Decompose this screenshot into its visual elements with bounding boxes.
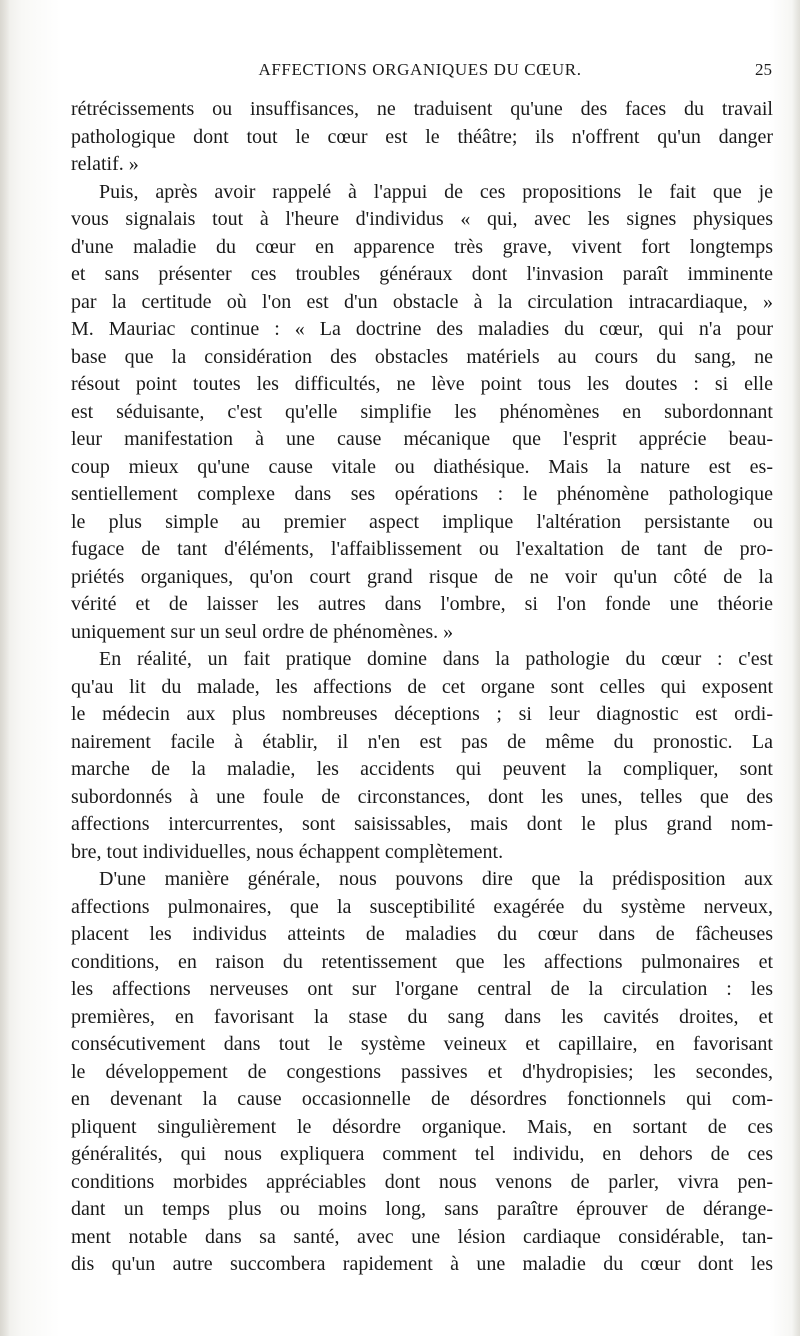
text-line: sentiellement complexe dans ses opérations : le phénomène pathologique (71, 483, 773, 505)
text-line: marche de la maladie, les accidents qui peuvent la compliquer, sont (71, 758, 773, 780)
text-line: affections intercurrentes, sont saisissables, mais dont le plus grand nom- (71, 813, 773, 835)
text-line: leur manifestation à une cause mécanique que l'esprit apprécie beau- (71, 428, 773, 450)
text-line: base que la considération des obstacles matériels au cours du sang, ne (71, 345, 773, 368)
page-edge-shadow (792, 0, 800, 1336)
text-line: uniquement sur un seul ordre de phénomènes. » (71, 620, 454, 643)
text-line: dant un temps plus ou moins long, sans paraître éprouver de dérange- (71, 1198, 773, 1220)
text-line: conditions, en raison du retentissement que les affections pulmonaires et (71, 950, 773, 973)
text-line: subordonnés à une foule de circonstances, dont les unes, telles que des (71, 785, 773, 808)
running-title: AFFECTIONS ORGANIQUES DU CŒUR. (258, 60, 582, 79)
text-line: en devenant la cause occasionnelle de désordres fonctionnels qui com- (71, 1088, 773, 1110)
text-line: nairement facile à établir, il n'en est pas de même du pronostic. La (71, 730, 773, 753)
text-line: priétés organiques, qu'on court grand risque de ne voir qu'un côté de la (71, 565, 773, 588)
text-line: dis qu'un autre succombera rapidement à une maladie du cœur dont les (71, 1253, 773, 1275)
text-line: fugace de tant d'éléments, l'affaiblissement ou l'exaltation de tant de pro- (71, 538, 773, 560)
text-line: vérité et de laisser les autres dans l'ombre, si l'on fonde une théorie (71, 593, 773, 615)
text-line: premières, en favorisant la stase du sang dans les cavités droites, et (71, 1005, 773, 1028)
text-line: le plus simple au premier aspect implique l'altération persistante ou (71, 510, 773, 533)
text-line: ment notable dans sa santé, avec une lésion cardiaque considérable, tan- (71, 1225, 773, 1248)
running-head (40, 60, 800, 86)
text-line: Puis, après avoir rappelé à l'appui de ces propositions le fait que je (99, 180, 773, 203)
text-line: placent les individus atteints de maladies du cœur dans de fâcheuses (71, 923, 773, 945)
text-line: M. Mauriac continue : « La doctrine des maladies du cœur, qui n'a pour (71, 318, 773, 340)
text-line: les affections nerveuses ont sur l'organe central de la circulation : les (71, 978, 773, 1000)
text-line: pliquent singulièrement le désordre organique. Mais, en sortant de ces (71, 1115, 773, 1138)
text-line: qu'au lit du malade, les affections de cet organe sont celles qui exposent (71, 675, 773, 698)
page-gutter-shadow (0, 0, 10, 1336)
text-line: pathologique dont tout le cœur est le théâtre; ils n'offrent qu'un danger (71, 125, 773, 148)
text-line: résout point toutes les difficultés, ne lève point tous les doutes : si elle (71, 373, 773, 395)
text-line: En réalité, un fait pratique domine dans la pathologie du cœur : c'est (99, 648, 773, 670)
text-line: relatif. » (71, 153, 139, 175)
text-line: D'une manière générale, nous pouvons dire que la prédisposition aux (99, 868, 773, 890)
text-line: le développement de congestions passives et d'hydropisies; les secondes, (71, 1060, 773, 1083)
text-line: conditions morbides appréciables dont nous venons de parler, vivra pen- (71, 1170, 773, 1193)
text-line: par la certitude où l'on est d'un obstacle à la circulation intracardiaque, » (71, 290, 773, 313)
text-line: est séduisante, c'est qu'elle simplifie les phénomènes en subordonnant (71, 400, 773, 423)
text-line: bre, tout individuelles, nous échappent complètement. (71, 840, 504, 863)
text-line: d'une maladie du cœur en apparence très grave, vivent fort longtemps (71, 235, 773, 258)
page-number: 25 (755, 60, 772, 79)
text-line: vous signalais tout à l'heure d'individus « qui, avec les signes physiques (71, 208, 773, 230)
text-line: rétrécissements ou insuffisances, ne traduisent qu'une des faces du travail (71, 98, 773, 120)
text-line: généralités, qui nous expliquera comment tel individu, en dehors de ces (71, 1143, 773, 1165)
text-line: affections pulmonaires, que la susceptibilité exagérée du système nerveux, (71, 895, 773, 918)
text-line: coup mieux qu'une cause vitale ou diathésique. Mais la nature est es- (71, 455, 773, 478)
text-line: et sans présenter ces troubles généraux dont l'invasion paraît imminente (71, 263, 773, 285)
text-line: consécutivement dans tout le système veineux et capillaire, en favorisant (71, 1033, 773, 1055)
text-line: le médecin aux plus nombreuses déceptions ; si leur diagnostic est ordi- (71, 703, 773, 725)
body-text (71, 96, 773, 1279)
